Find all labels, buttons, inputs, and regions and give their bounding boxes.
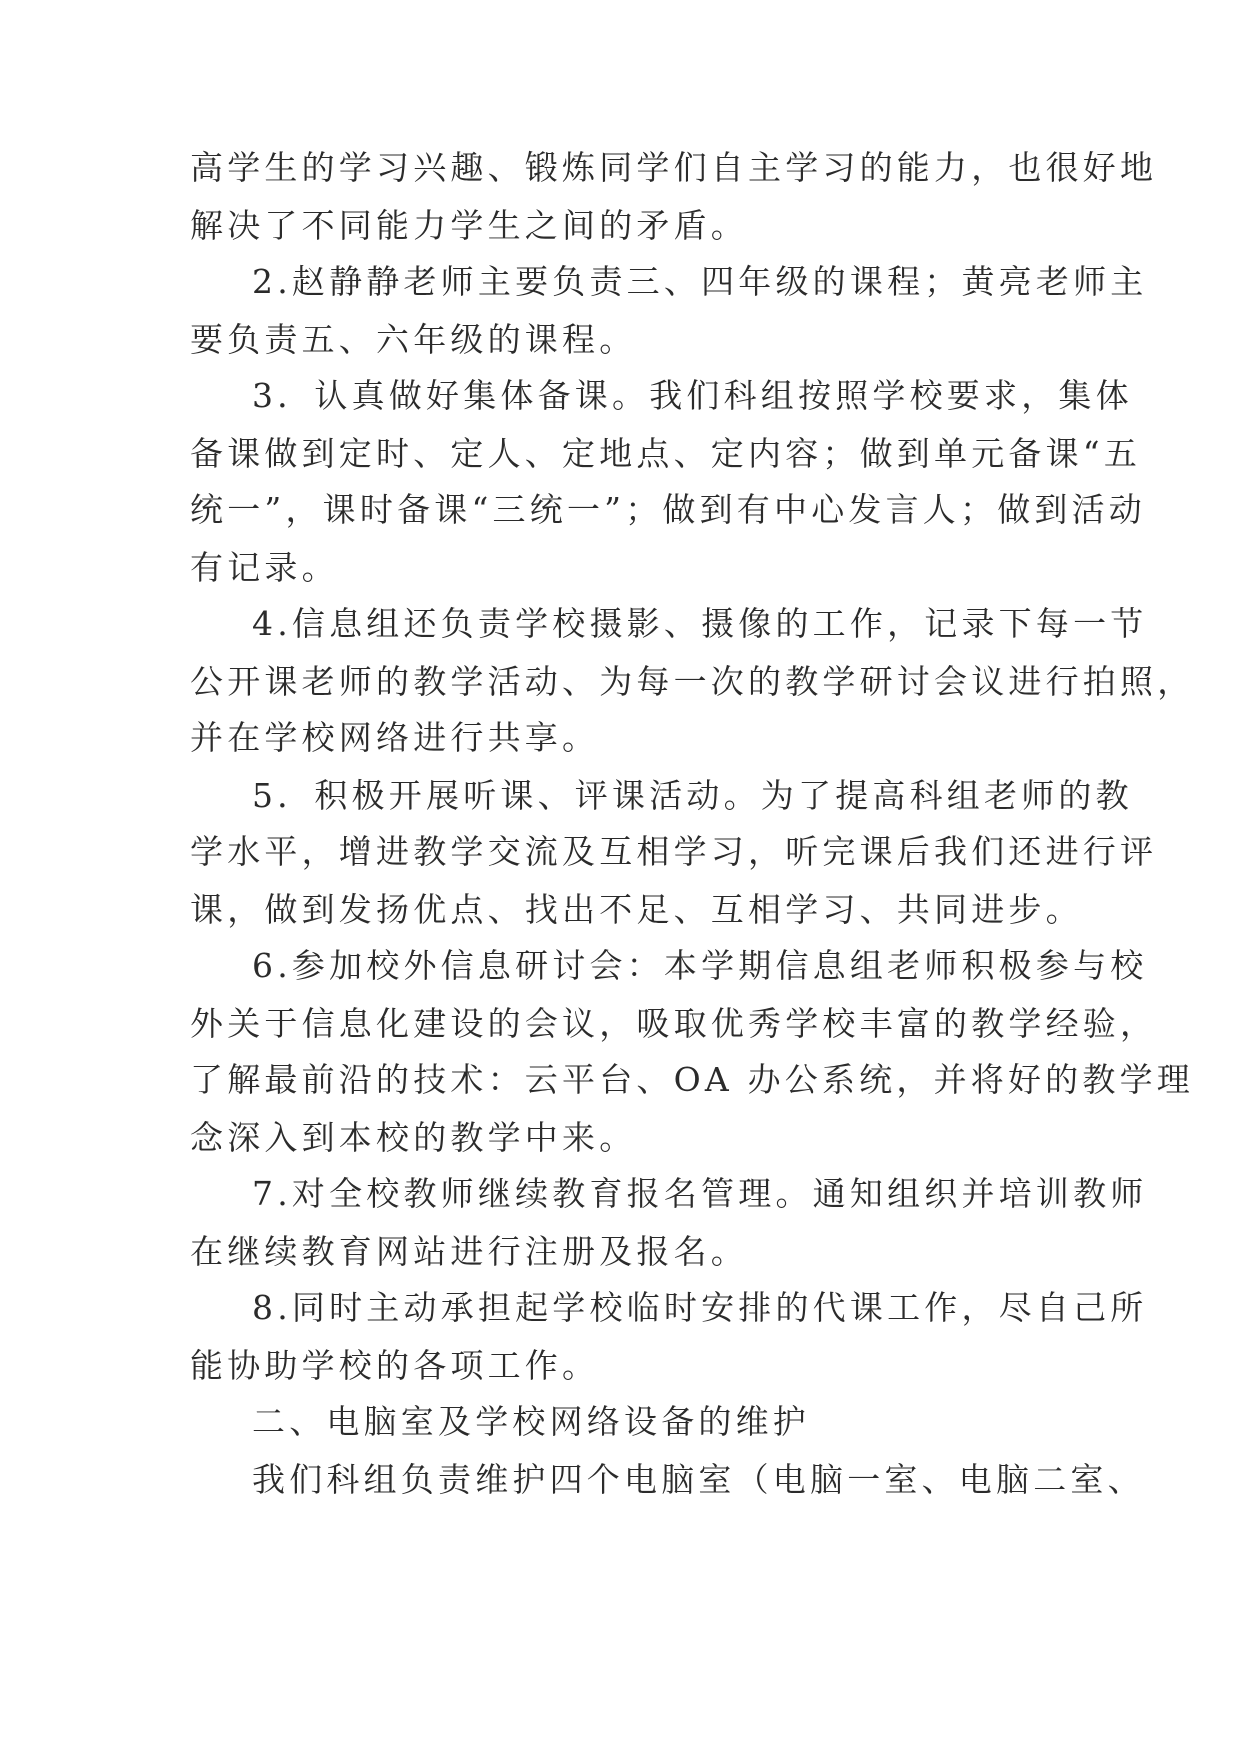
text-line: 5．积极开展听课、评课活动。为了提高科组老师的教 — [252, 776, 1133, 815]
text-line: 公开课老师的教学活动、为每一次的教学研讨会议进行拍照， — [190, 662, 1195, 701]
text-line: 4.信息组还负责学校摄影、摄像的工作，记录下每一节 — [252, 604, 1148, 643]
text-line: 8.同时主动承担起学校临时安排的代课工作，尽自己所 — [252, 1288, 1148, 1327]
text-line: 要负责五、六年级的课程。 — [190, 320, 637, 359]
text-line: 解决了不同能力学生之间的矛盾。 — [190, 206, 748, 245]
text-line: 能协助学校的各项工作。 — [190, 1346, 600, 1385]
text-line: 统一”，课时备课“三统一”；做到有中心发言人；做到活动 — [190, 490, 1147, 529]
section-heading: 二、电脑室及学校网络设备的维护 — [252, 1402, 810, 1441]
text-line: 在继续教育网站进行注册及报名。 — [190, 1232, 748, 1271]
text-line: 外关于信息化建设的会议，吸取优秀学校丰富的教学经验， — [190, 1004, 1158, 1043]
text-line: 了解最前沿的技术：云平台、OA 办公系统，并将好的教学理 — [190, 1060, 1194, 1099]
text-line: 有记录。 — [190, 548, 339, 587]
text-line: 2.赵静静老师主要负责三、四年级的课程；黄亮老师主 — [252, 262, 1148, 301]
text-line: 学水平，增进教学交流及互相学习，听完课后我们还进行评 — [190, 832, 1158, 871]
text-line: 课，做到发扬优点、找出不足、互相学习、共同进步。 — [190, 890, 1083, 929]
text-line: 3．认真做好集体备课。我们科组按照学校要求，集体 — [252, 376, 1133, 415]
text-line: 念深入到本校的教学中来。 — [190, 1118, 637, 1157]
text-line: 备课做到定时、定人、定地点、定内容；做到单元备课“五 — [190, 434, 1142, 473]
text-line: 并在学校网络进行共享。 — [190, 718, 600, 757]
text-line: 6.参加校外信息研讨会：本学期信息组老师积极参与校 — [252, 946, 1148, 985]
text-line: 高学生的学习兴趣、锻炼同学们自主学习的能力，也很好地 — [190, 148, 1158, 187]
text-line: 我们科组负责维护四个电脑室（电脑一室、电脑二室、 — [252, 1460, 1145, 1499]
text-line: 7.对全校教师继续教育报名管理。通知组织并培训教师 — [252, 1174, 1148, 1213]
